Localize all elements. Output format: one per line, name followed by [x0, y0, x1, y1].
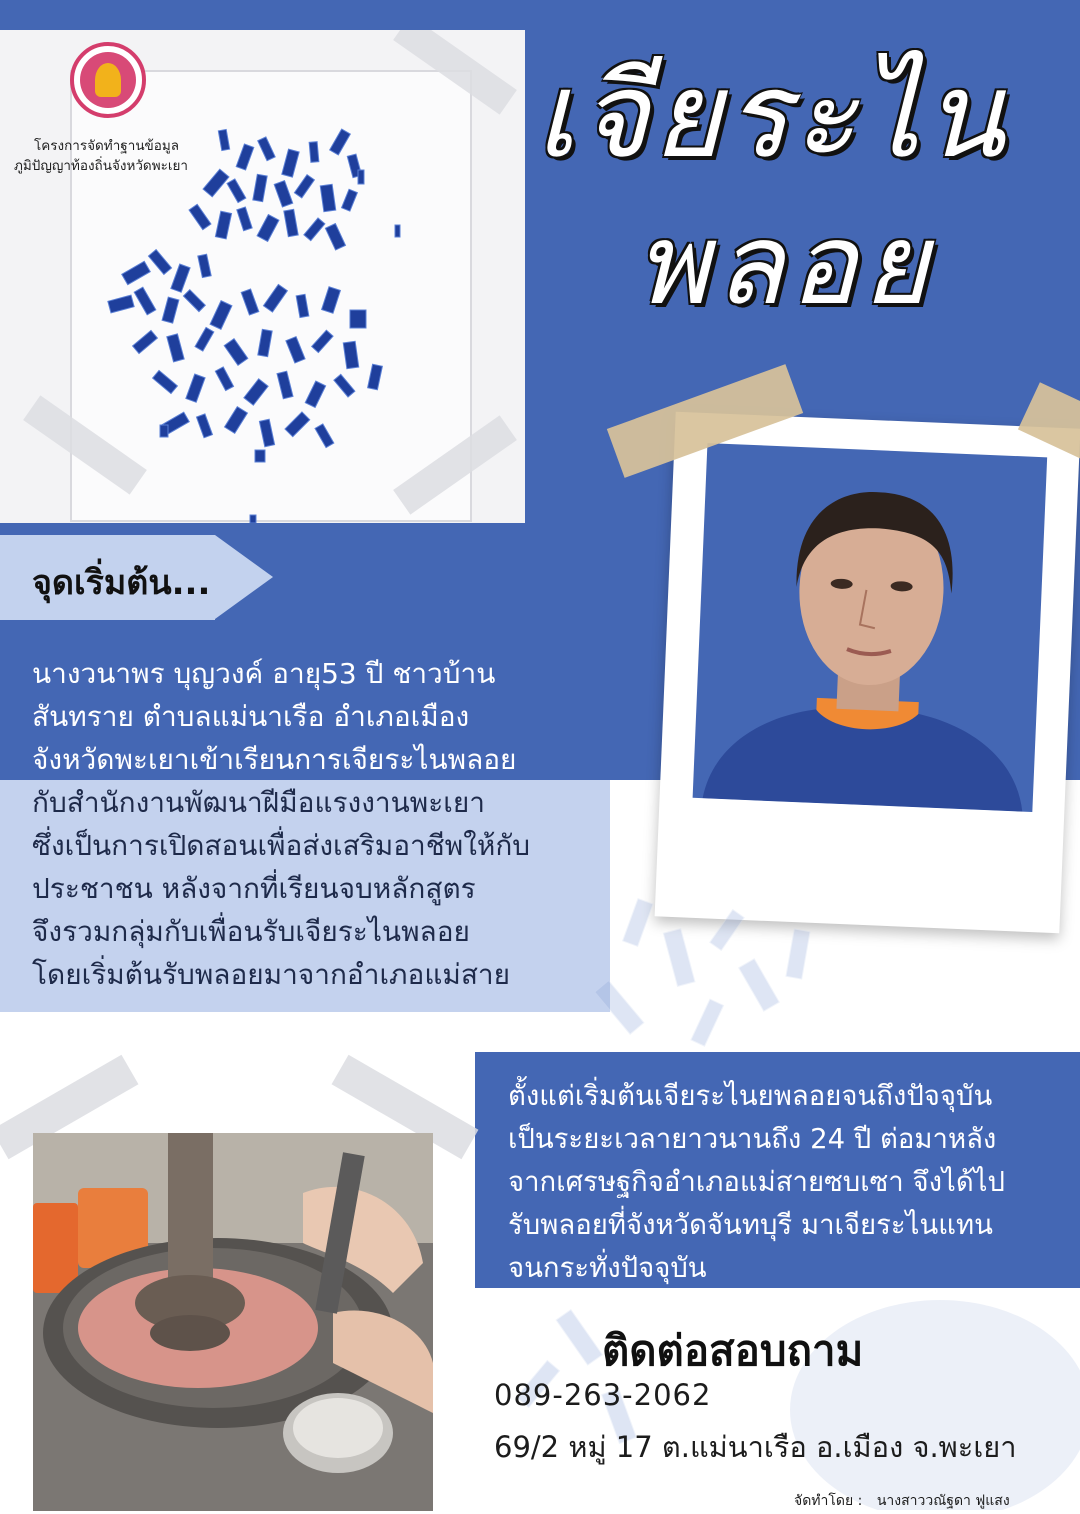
contact-heading: ติดต่อสอบถาม [602, 1326, 864, 1375]
history-line: รับพลอยที่จังหวัดจันทบุรี มาเจียระไนแทน [508, 1209, 993, 1241]
story-line: โดยเริ่มต้นรับพลอยมาจากอำเภอแม่สาย [32, 958, 511, 991]
buddha-icon [80, 52, 136, 108]
project-caption [14, 136, 244, 176]
story-line: สันทราย ตำบลแม่นาเรือ อำเภอเมือง [32, 700, 470, 733]
title-line-2: พลอย [635, 200, 935, 330]
history-line: เป็นระยะเวลายาวนานถึง 24 ปี ต่อมาหลัง [508, 1123, 997, 1155]
portrait-polaroid [655, 412, 1080, 934]
woman-portrait-image [693, 443, 1048, 812]
history-line: จนกระทั่งปัจจุบัน [508, 1252, 707, 1284]
temple-logo [70, 42, 146, 118]
story-line: นางวนาพร บุญวงค์ อายุ53 ปี ชาวบ้าน [32, 657, 496, 690]
credit-name: นางสาววณัฐดา ฟูแสง [876, 1493, 1010, 1509]
portrait-photo [693, 443, 1048, 812]
poster-title [535, 40, 1075, 340]
story-line: ซึ่งเป็นการเปิดสอนเพื่อส่งเสริมอาชีพให้กับ [32, 829, 531, 862]
gem-grinding-wheel-image [33, 1133, 433, 1511]
story-line: จังหวัดพะเยาเข้าเรียนการเจียระไนพลอย [32, 743, 517, 776]
history-text [508, 1075, 1073, 1290]
title-line-1: เจียระไน [535, 46, 1009, 184]
credit-line [794, 1490, 1020, 1512]
project-line-2: ภูมิปัญญาท้องถิ่นจังหวัดพะเยา [14, 158, 188, 174]
contact-address: 69/2 หมู่ 17 ต.แม่นาเรือ อ.เมือง จ.พะเยา [494, 1430, 1017, 1464]
story-line: จึงรวมกลุ่มกับเพื่อนรับเจียระไนพลอย [32, 915, 470, 948]
contact-phone: 089-263-2062 [494, 1378, 712, 1412]
history-line: จากเศรษฐกิจอำเภอแม่สายซบเซา จึงได้ไป [508, 1166, 1005, 1198]
story-line: กับสำนักงานพัฒนาฝีมือแรงงานพะเยา [32, 786, 485, 819]
story-line: ประชาชน หลังจากที่เรียนจบหลักสูตร [32, 872, 476, 905]
gems-photo-card [0, 30, 525, 523]
history-line: ตั้งแต่เริ่มต้นเจียระไนยพลอยจนถึงปัจจุบัน [508, 1080, 993, 1112]
project-line-1: โครงการจัดทำฐานข้อมูล [34, 138, 180, 154]
gem-cutting-workshop-photo [33, 1133, 433, 1511]
start-heading: จุดเริ่มต้น... [32, 563, 211, 603]
start-heading-arrow [215, 535, 273, 619]
credit-label: จัดทำโดย : [794, 1493, 863, 1509]
